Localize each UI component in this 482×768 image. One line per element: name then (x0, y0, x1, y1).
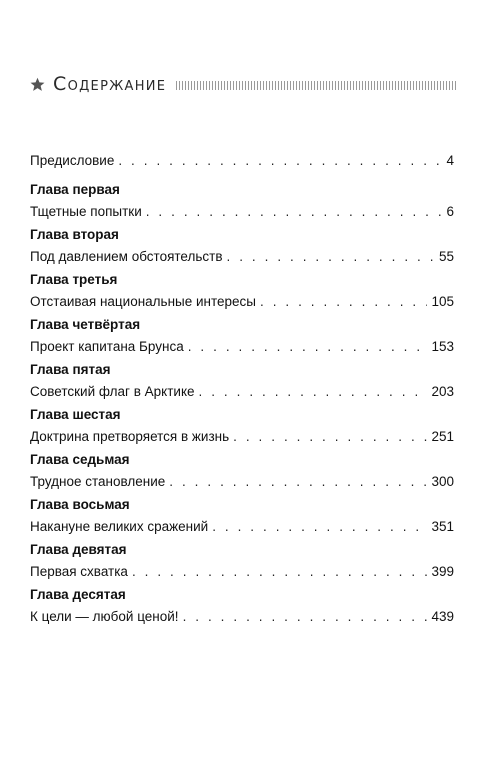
page-number: 55 (438, 249, 454, 264)
page-number: 251 (431, 429, 454, 444)
toc-header (30, 70, 456, 98)
title-rule (176, 81, 456, 90)
page-number: 203 (431, 384, 454, 399)
toc-entry-chapter-9[interactable] (30, 539, 454, 583)
chapter-label: Глава седьмая (30, 452, 130, 467)
entry-title: Предисловие (30, 153, 115, 168)
toc-entry-chapter-1[interactable] (30, 179, 454, 223)
toc-entry-chapter-4[interactable] (30, 314, 454, 358)
toc-line (30, 471, 454, 493)
toc-entry-chapter-10[interactable] (30, 584, 454, 628)
chapter-label: Глава десятая (30, 587, 126, 602)
dot-leader (169, 471, 427, 493)
page-number: 300 (431, 474, 454, 489)
chapter-label: Глава вторая (30, 227, 119, 242)
dot-leader (260, 291, 427, 313)
toc-entry-chapter-7[interactable] (30, 449, 454, 493)
toc-line (30, 516, 454, 538)
page-number: 351 (431, 519, 454, 534)
dot-leader (188, 336, 428, 358)
entry-title: Накануне великих сражений (30, 519, 209, 534)
chapter-label: Глава четвёртая (30, 317, 141, 332)
toc-list (30, 150, 454, 629)
page-number: 439 (431, 609, 454, 624)
dot-leader (227, 246, 435, 268)
dot-leader (199, 381, 428, 403)
toc-line (30, 246, 454, 268)
chapter-label: Глава третья (30, 272, 118, 287)
chapter-label: Глава пятая (30, 362, 111, 377)
chapter-label: Глава первая (30, 182, 120, 197)
entry-title: Тщетные попытки (30, 204, 142, 219)
dot-leader (183, 606, 428, 628)
chapter-label: Глава восьмая (30, 497, 130, 512)
entry-title: Первая схватка (30, 564, 128, 579)
toc-line (30, 150, 454, 172)
entry-title: К цели — любой ценой! (30, 609, 179, 624)
page-number: 399 (431, 564, 454, 579)
toc-entry-chapter-8[interactable] (30, 494, 454, 538)
dot-leader (233, 426, 427, 448)
toc-entry-preface[interactable] (30, 150, 454, 172)
toc-entry-chapter-6[interactable] (30, 404, 454, 448)
toc-line (30, 561, 454, 583)
entry-title: Трудное становление (30, 474, 166, 489)
dot-leader (146, 201, 443, 223)
dot-leader (118, 150, 442, 172)
toc-line (30, 381, 454, 403)
entry-title: Проект капитана Брунса (30, 339, 184, 354)
page-number: 6 (446, 204, 454, 219)
chapter-label: Глава шестая (30, 407, 121, 422)
toc-line (30, 426, 454, 448)
page-number: 153 (431, 339, 454, 354)
entry-title: Отстаивая национальные интересы (30, 294, 256, 309)
page-number: 4 (446, 153, 454, 168)
dot-leader (132, 561, 428, 583)
entry-title: Советский флаг в Арктике (30, 384, 195, 399)
dot-leader (212, 516, 427, 538)
page-number: 105 (431, 294, 454, 309)
toc-entry-chapter-5[interactable] (30, 359, 454, 403)
toc-entry-chapter-2[interactable] (30, 224, 454, 268)
chapter-label: Глава девятая (30, 542, 127, 557)
toc-line (30, 336, 454, 358)
star-icon (30, 77, 45, 92)
entry-title: Доктрина претворяется в жизнь (30, 429, 230, 444)
page-title: Содержание (53, 72, 167, 95)
toc-line (30, 201, 454, 223)
toc-entry-chapter-3[interactable] (30, 269, 454, 313)
entry-title: Под давлением обстоятельств (30, 249, 223, 264)
toc-line (30, 606, 454, 628)
toc-line (30, 291, 454, 313)
